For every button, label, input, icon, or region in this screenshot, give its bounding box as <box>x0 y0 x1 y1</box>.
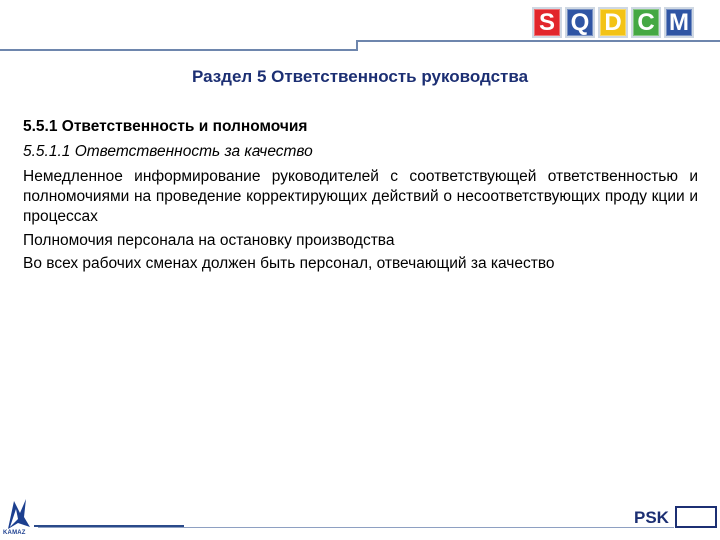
sqdcm-c-block: C <box>631 7 661 38</box>
body-line-stop-production: Полномочия персонала на остановку производства <box>23 232 395 249</box>
sqdcm-m-block: M <box>664 7 694 38</box>
sqdcm-q-block: Q <box>565 7 595 38</box>
section-heading: 5.5.1 Ответственность и полномочия <box>23 118 308 135</box>
section-subheading: 5.5.1.1 Ответственность за качество <box>23 143 313 160</box>
sqdcm-d-block: D <box>598 7 628 38</box>
body-paragraph: Немедленное информирование руководителей с соответствующей ответственностью и полномочиями на проведение корректирующих действий о несоответствующих проду кции и процессах <box>23 168 698 225</box>
top-divider-left <box>0 49 356 51</box>
sqdcm-s-block: S <box>532 7 562 38</box>
sqdcm-header <box>532 7 694 38</box>
bottom-divider <box>38 527 674 528</box>
slide-content <box>23 117 698 277</box>
slide-title: Раздел 5 Ответственность руководства <box>191 67 529 86</box>
psk-label: PSK <box>634 508 669 527</box>
logo-caption: KAMAZ <box>3 530 26 536</box>
body-line-quality-staff: Во всех рабочих сменах должен быть персонал, отвечающий за качество <box>23 255 555 272</box>
psk-box <box>675 506 717 528</box>
top-divider-right <box>356 40 720 42</box>
